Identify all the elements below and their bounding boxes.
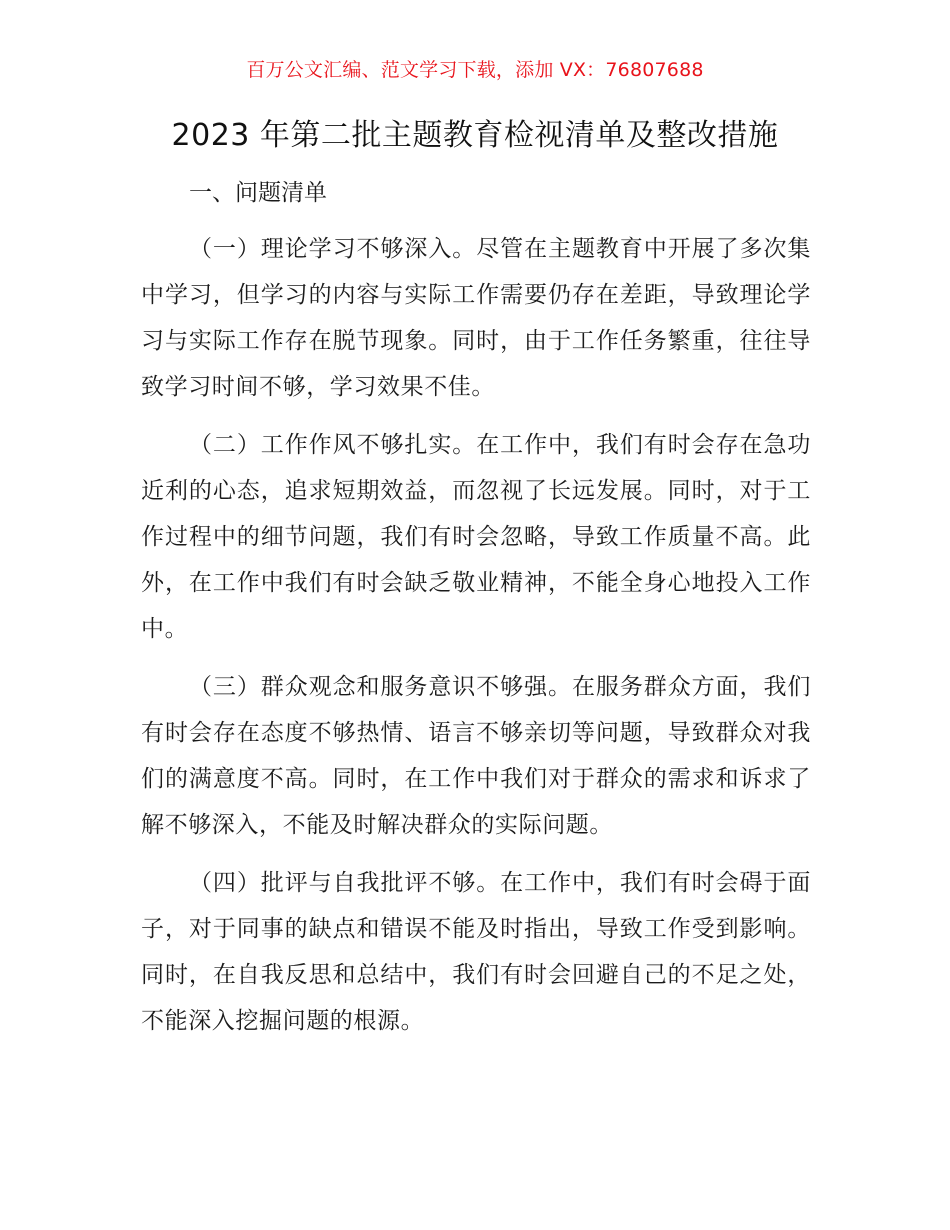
document-title: 2023 年第二批主题教育检视清单及整改措施: [171, 118, 779, 153]
document-body: [141, 170, 811, 1056]
section-heading: 一、问题清单: [189, 180, 327, 206]
paragraph-3: （三）群众观念和服务意识不够强。在服务群众方面，我们有时会存在态度不够热情、语言不够亲切等问题，导致群众对我们的满意度不高。同时，在工作中我们对于群众的需求和诉求了解不够深入，不能及时解决群众的实际问题。: [141, 674, 811, 838]
paragraph-4: （四）批评与自我批评不够。在工作中，我们有时会碍于面子，对于同事的缺点和错误不能及时指出，导致工作受到影响。同时，在自我反思和总结中，我们有时会回避自己的不足之处，不能深入挖掘问题的根源。: [141, 870, 811, 1034]
paragraph-2: （二）工作作风不够扎实。在工作中，我们有时会存在急功近利的心态，追求短期效益，而忽视了长远发展。同时，对于工作过程中的细节问题，我们有时会忽略，导致工作质量不高。此外，在工作中我们有时会缺乏敬业精神，不能全身心地投入工作中。: [141, 432, 811, 642]
paragraph-1: （一）理论学习不够深入。尽管在主题教育中开展了多次集中学习，但学习的内容与实际工作需要仍存在差距，导致理论学习与实际工作存在脱节现象。同时，由于工作任务繁重，往往导致学习时间不够，学习效果不佳。: [141, 236, 811, 400]
watermark-banner: 百万公文汇编、范文学习下载，添加 VX：76807688: [246, 59, 704, 81]
